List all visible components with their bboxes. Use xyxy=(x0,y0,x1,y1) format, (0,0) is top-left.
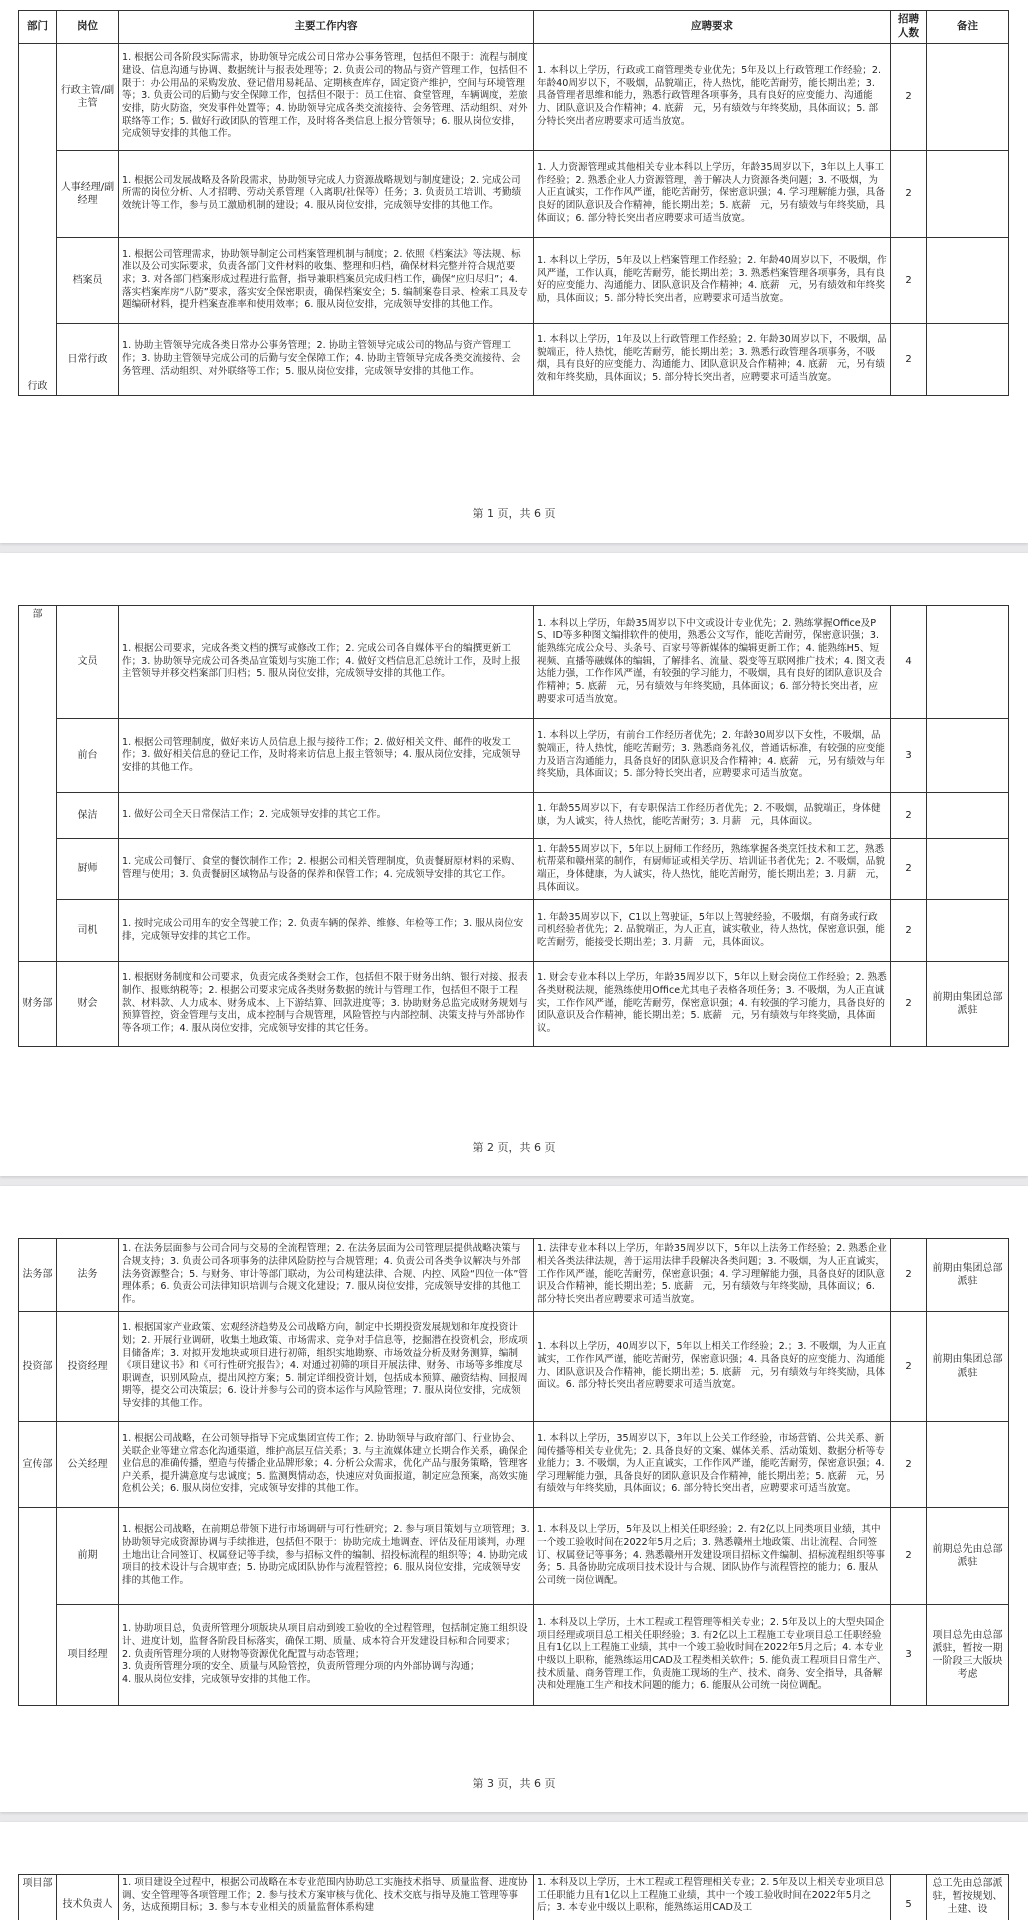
remark-cell xyxy=(927,719,1009,793)
count-cell: 2 xyxy=(891,962,927,1047)
position-cell: 投资经理 xyxy=(57,1312,119,1422)
dept-cell-admin xyxy=(19,43,57,395)
requirements-cell: 1. 法律专业本科以上学历，年龄35周岁以下，5年以上法务工作经验；2. 熟悉企业相关各类法律法规，善于运用法律手段解决各类问题；3. 不吸烟，为人正直诚实，工作作风严谨，能吃苦耐劳，保密意识强；4. 学习理解能力强，具备良好的团队意识及合作精神，能长期出差；5. 底薪 元，另有绩效与年终奖励，具体面议；6. 部分特长突出者应聘要求可适当放宽。 xyxy=(534,1239,891,1312)
content-cell: 1. 在法务层面参与公司合同与交易的全流程管理；2. 在法务层面为公司管理层提供战略决策与合规支持；3. 负责公司各项事务的法律风险防控与合规管理；4. 负责公司各类争议解决与外部法务资源整合；5. 与财务、审计等部门联动，为公司构建法律、合规、内控、风险“四位一体”管理体系；6. 负责公司法律知识培训与合规文化建设；7. 服从岗位安排，完成领导安排的其他工作。 xyxy=(119,1239,534,1312)
count-cell: 2 xyxy=(891,43,927,150)
requirements-cell: 1. 本科及以上学历，土木工程或工程管理相关专业；2. 5年及以上相关专业项目总工任职能力且有1亿以上工程施工业绩，其中一个竣工验收时间在2022年5月之后；3. 本专业中级以上职称，能熟练运用CAD及工 xyxy=(534,1875,891,1920)
remark-cell: 前期由集团总部派驻 xyxy=(927,962,1009,1047)
requirements-cell: 1. 本科及以上学历，5年及以上相关任职经验；2. 有2亿以上同类项目业绩，其中一个竣工验收时间在2022年5月之后；3. 熟悉赣州土地政策、出让流程、合同签订、权属登记等事务；4. 熟悉赣州开发建设项目招标文件编制、招标流程组织等事务；5. 具备协助完成项目技术设计与合规、团队协作与流程管控的能力；6. 服从公司统一岗位调配。 xyxy=(534,1508,891,1605)
remark-cell: 前期由集团总部派驻 xyxy=(927,1312,1009,1422)
requirements-cell: 1. 年龄55周岁以下，5年以上厨师工作经历，熟练掌握各类烹饪技术和工艺，熟悉杭帮菜和赣州菜的制作，有厨师证或相关学历、培训证书者优先；2. 不吸烟，品貌端正，身体健康，为人诚实，待人热忱，能吃苦耐劳，能长期出差；3. 月薪 元，具体面议。 xyxy=(534,839,891,900)
position-cell: 厨师 xyxy=(57,839,119,900)
remark-cell xyxy=(927,43,1009,150)
header-remark: 备注 xyxy=(927,11,1009,44)
requirements-cell: 1. 本科以上学历，行政或工商管理类专业优先；5年及以上行政管理工作经验；2. 年龄40周岁以下，不吸烟，品貌端正，待人热忱，能吃苦耐劳，能长期出差；3. 具备管理者思维和能力，熟悉行政管理各项事务，具有良好的应变能力、沟通能力、团队意识及合作精神；4. 底薪 元，另有绩效与年终奖励，具体面议；5. 部分特长突出者应聘要求可适当放宽。 xyxy=(534,43,891,150)
count-cell: 2 xyxy=(891,150,927,237)
table-row xyxy=(19,43,1009,150)
requirements-cell: 1. 年龄55周岁以下，有专职保洁工作经历者优先；2. 不吸烟，品貌端正，身体健康，为人诚实，待人热忱，能吃苦耐劳；3. 月薪 元，具体面议。 xyxy=(534,793,891,839)
dept-cell-legal: 法务部 xyxy=(19,1239,57,1312)
table-header-row xyxy=(19,11,1009,44)
count-cell: 2 xyxy=(891,237,927,323)
requirements-cell: 1. 本科以上学历，40周岁以下，5年以上相关工作经验；2.；3. 不吸烟，为人正直诚实，工作作风严谨，能吃苦耐劳，保密意识强；4. 具备良好的应变能力、沟通能力、团队意识及合作精神，能长期出差；5. 底薪 元，另有绩效与年终奖励，具体面议。6. 部分特长突出者应聘要求可适当放宽。 xyxy=(534,1312,891,1422)
table-row xyxy=(19,793,1009,839)
remark-cell: 项目总先由总部派驻，暂按一期一阶段三大版块考虑 xyxy=(927,1605,1009,1706)
recruitment-table-page-4 xyxy=(18,1874,1009,1920)
position-cell: 技术负责人 xyxy=(57,1875,119,1920)
position-cell: 人事经理/副经理 xyxy=(57,150,119,237)
remark-cell xyxy=(927,150,1009,237)
remark-cell xyxy=(927,900,1009,962)
requirements-cell: 1. 年龄35周岁以下，C1以上驾驶证，5年以上驾驶经验，不吸烟，有商务或行政司机经验者优先；2. 品貌端正，为人正直，诚实敬业，待人热忱，保密意识强，能吃苦耐劳，能接受长期出差；3. 月薪 元，具体面议。 xyxy=(534,900,891,962)
remark-cell xyxy=(927,1422,1009,1508)
page-2 xyxy=(0,553,1028,1176)
content-cell: 1. 做好公司全天日常保洁工作；2. 完成领导安排的其它工作。 xyxy=(119,793,534,839)
content-cell: 1. 根据公司要求，完成各类文档的撰写或修改工作；2. 完成公司各自媒体平台的编撰更新工作；3. 协助领导完成公司各类品宣策划与实施工作；4. 做好文档信息汇总统计工作，及时上报主管领导并移交档案部门归档；5. 服从岗位安排，完成领导安排的其他工作。 xyxy=(119,606,534,719)
table-row xyxy=(19,719,1009,793)
remark-cell xyxy=(927,237,1009,323)
count-cell: 2 xyxy=(891,1312,927,1422)
count-cell: 4 xyxy=(891,606,927,719)
content-cell: 1. 根据公司管理需求，协助领导制定公司档案管理机制与制度；2. 依照《档案法》等法规、标准以及公司实际要求，负责各部门文件材料的收集、整理和归档，确保材料完整并符合规范要求；3. 对各部门档案形成过程进行监督，指导兼职档案员完成归档工作，确保“应归尽归”；4. 落实档案库房“八防”要求，落实安全保密职责，确保档案安全；5. 编制案卷目录、检索工具及专题编研材料，提升档案查准率和使用效率；6. 服从岗位安排，完成领导安排的其他工作。 xyxy=(119,237,534,323)
recruitment-table-page-1 xyxy=(18,10,1009,396)
remark-cell: 前期总先由总部派驻 xyxy=(927,1508,1009,1605)
dept-label: 行政 xyxy=(27,380,48,392)
position-cell: 档案员 xyxy=(57,237,119,323)
remark-cell: 前期由集团总部派驻 xyxy=(927,1239,1009,1312)
content-cell: 1. 根据国家产业政策、宏观经济趋势及公司战略方向，制定中长期投资发展规划和年度投资计划；2. 开展行业调研，收集土地政策、市场需求、竞争对手信息等，挖掘潜在投资机会，形成项目储备库；3. 对拟开发地块或项目进行初筛，组织实地勘察、市场效益分析及财务测算，编制《项目建议书》和《可行性研究报告》；4. 对通过初筛的项目开展法律、财务、市场等多维度尽职调查，识别风险点，提出风控方案；5. 制定详细投资计划，包括成本预算、融资结构、回报周期等，提交公司决策层；6. 设计并参与公司的资本运作与风险管理；7. 服从岗位安排，完成领导安排的其他工作。 xyxy=(119,1312,534,1422)
dept-cell-investment: 投资部 xyxy=(19,1312,57,1422)
count-cell: 2 xyxy=(891,793,927,839)
content-cell: 1. 按时完成公司用车的安全驾驶工作；2. 负责车辆的保养、维修、年检等工作；3. 服从岗位安排，完成领导安排的其它工作。 xyxy=(119,900,534,962)
position-cell: 财会 xyxy=(57,962,119,1047)
content-cell: 1. 根据财务制度和公司要求，负责完成各类财会工作，包括但不限于财务出纳、银行对接、报表制作、报账纳税等；2. 根据公司要求完成各类财务数据的统计与管理工作，包括但不限于工程款、材料款、人力成本、财务成本、上下游结算、回款进度等；3. 协助财务总监完成财务规划与预算管控，资金管理与支出，成本控制与合规管理，风险管控与内部控制、决策支持与外部协作等各项工作；4. 服从岗位安排，完成领导安排的其它任务。 xyxy=(119,962,534,1047)
requirements-cell: 1. 本科以上学历，35周岁以下，3年以上公关工作经验，市场营销、公共关系、新闻传播等相关专业优先；2. 具备良好的文案、媒体关系、活动策划、数据分析等专业能力；3. 不吸烟，为人正直诚实，工作作风严谨，能吃苦耐劳，保密意识强；4. 学习理解能力强，具备良好的团队意识及合作精神，能长期出差；5. 底薪 元，另有绩效与年终奖励，具体面议；6. 部分特长突出者，应聘要求可适当放宽。 xyxy=(534,1422,891,1508)
page-4 xyxy=(0,1822,1028,1920)
page-3 xyxy=(0,1186,1028,1812)
count-cell: 2 xyxy=(891,1239,927,1312)
header-position: 岗位 xyxy=(57,11,119,44)
requirements-cell: 1. 人力资源管理或其他相关专业本科以上学历，年龄35周岁以下，3年以上人事工作经验；2. 熟悉企业人力资源管理，善于解决人力资源各类问题；3. 不吸烟，为人正直诚实，工作作风严谨，能吃苦耐劳，保密意识强；4. 学习理解能力强，具备良好的团队意识及合作精神，能长期出差；5. 底薪 元，另有绩效与年终奖励，具体面议；6. 部分特长突出者应聘要求可适当放宽。 xyxy=(534,150,891,237)
content-cell: 1. 根据公司发展战略及各阶段需求，协助领导完成人力资源战略规划与制度建设；2. 完成公司所需的岗位分析、人才招聘、劳动关系管理（入离职/社保等）任务；3. 负责员工培训、考勤绩效统计等工作，参与员工激励机制的建设；4. 服从岗位安排，完成领导安排的其他工作。 xyxy=(119,150,534,237)
recruitment-table-page-3 xyxy=(18,1238,1009,1706)
content-cell: 1. 根据公司各阶段实际需求，协助领导完成公司日常办公事务管理，包括但不限于：流程与制度建设、信息沟通与协调、数据统计与报表处理等；2. 负责公司的物品与资产管理工作，包括但不限于：办公用品的采购发放、登记借用易耗品、定期核查库存，固定资产维护，空间与环境管理等；3. 负责公司的后勤与安全保障工作，包括但不限于：员工住宿、食堂管理，车辆调度，差旅安排，防火防盗，突发事件处置等；4. 协助领导完成各类交流接待、会务管理、活动组织、对外联络等工作；5. 做好行政团队的管理工作，及时将各类信息上报分管领导；6. 服从岗位安排，完成领导安排的其他工作。 xyxy=(119,43,534,150)
requirements-cell: 1. 本科及以上学历，土木工程或工程管理等相关专业；2. 5年及以上的大型央国企项目经理或项目总工相关任职经验；3. 有2亿以上工程施工专业项目总工任职经验且有1亿以上工程施工业绩，其中一个竣工验收时间在2022年5月之后；4. 本专业中级以上职称，能熟练运用CAD及工程类相关软件；5. 能负责工程项目日常生产、技术质量、商务管理工作，负责施工现场的生产、技术、商务、安全指导，具备解决和处理施工生产和技术问题的能力；6. 能服从公司统一岗位调配。 xyxy=(534,1605,891,1706)
content-cell: 1. 根据公司战略，在前期总带领下进行市场调研与可行性研究；2. 参与项目策划与立项管理；3. 协助领导完成资源协调与手续推进，包括但不限于：协助完成土地调查、评估及征用谈判，办理土地出让合同签订、权属登记等手续，参与招标文件的编制、招投标流程的组织等；4. 协助完成项目的技术设计与合规审查；5. 协助完成团队协作与流程管控；6. 服从岗位安排，完成领导安排的其他工作。 xyxy=(119,1508,534,1605)
remark-cell xyxy=(927,606,1009,719)
content-cell: 1. 根据公司战略，在公司领导指导下完成集团宣传工作；2. 协助领导与政府部门、行业协会、关联企业等建立常态化沟通渠道，维护高层互信关系；3. 与主流媒体建立长期合作关系，确保企业信息的准确传播，塑造与传播企业品牌形象；4. 分析公众需求，优化产品与服务策略，管理客户关系，提升满意度与忠诚度；5. 监测舆情动态，快速应对负面报道，制定应急预案，高效实施危机公关；6. 服从岗位安排，完成领导安排的其他工作。 xyxy=(119,1422,534,1508)
position-cell: 文员 xyxy=(57,606,119,719)
content-cell: 1. 协助主管领导完成各类日常办公事务管理；2. 协助主管领导完成公司的物品与资产管理工作；3. 协助主管领导完成公司的后勤与安全保障工作；4. 协助主管领导完成各类交流接待、会务管理、活动组织、对外联络等工作；5. 服从岗位安排，完成领导安排的其他工作。 xyxy=(119,323,534,395)
requirements-cell: 1. 本科以上学历，有前台工作经历者优先；2. 年龄30周岁以下女性，不吸烟，品貌端正，待人热忱，能吃苦耐劳；3. 熟悉商务礼仪，普通话标准，有较强的应变能力及语言沟通能力，具备良好的团队意识及合作精神；4. 底薪 元，另有绩效与年终奖励，具体面议；5. 部分特长突出者，应聘要求可适当放宽。 xyxy=(534,719,891,793)
table-row xyxy=(19,1239,1009,1312)
header-dept: 部门 xyxy=(19,11,57,44)
remark-cell: 总工先由总部派驻，暂按规划、土建、设 xyxy=(927,1875,1009,1920)
header-requirements: 应聘要求 xyxy=(534,11,891,44)
table-row xyxy=(19,237,1009,323)
header-count: 招聘人数 xyxy=(891,11,927,44)
page-footer: 第 2 页，共 6 页 xyxy=(472,1141,556,1154)
position-cell: 前期 xyxy=(57,1508,119,1605)
dept-cell-admin-continued xyxy=(19,606,57,962)
requirements-cell: 1. 本科以上学历，1年及以上行政管理工作经验；2. 年龄30周岁以下，不吸烟，品貌端正，待人热忱，能吃苦耐劳，能长期出差；3. 熟悉行政管理各项事务，不吸烟，具有良好的应变能力、沟通能力、团队意识及合作精神；4. 底薪 元，另有绩效和年终奖励，具体面议；5. 部分特长突出者，应聘要求可适当放宽。 xyxy=(534,323,891,395)
requirements-cell: 1. 本科以上学历，年龄35周岁以下中文或设计专业优先；2. 熟练掌握Office及PS、ID等多种图文编排软件的使用，熟悉公文写作，能吃苦耐劳，保密意识强；3. 能熟练完成公众号、头条号、百家号等新媒体的编辑更新工作；4. 能熟练H5、短视频、直播等融媒体的编辑，了解排名、流量、裂变等互联网推广技术；4. 图文表达能力强，工作作风严谨，有较强的学习能力，不吸烟，具有良好的团队意识及合作精神；5. 底薪 元，另有绩效与年终奖励，具体面议；6. 部分特长突出者，应聘要求可适当放宽。 xyxy=(534,606,891,719)
table-row xyxy=(19,1422,1009,1508)
requirements-cell: 1. 财会专业本科以上学历，年龄35周岁以下，5年以上财会岗位工作经验；2. 熟悉各类财税法规，能熟练使用Office尤其电子表格各项任务；3. 不吸烟，为人正直诚实，工作作风严谨，能吃苦耐劳，保密意识强；4. 有较强的学习能力，具备良好的团队意识及合作精神，能长期出差；5. 底薪 元，另有绩效与年终奖励，具体面议。 xyxy=(534,962,891,1047)
count-cell: 5 xyxy=(891,1875,927,1920)
count-cell: 2 xyxy=(891,1422,927,1508)
dept-cell-project xyxy=(19,1508,57,1706)
remark-cell xyxy=(927,793,1009,839)
table-row xyxy=(19,1875,1009,1920)
table-row xyxy=(19,323,1009,395)
header-content: 主要工作内容 xyxy=(119,11,534,44)
position-cell: 法务 xyxy=(57,1239,119,1312)
requirements-cell: 1. 本科以上学历，5年及以上档案管理工作经验；2. 年龄40周岁以下，不吸烟，作风严谨，工作认真，能吃苦耐劳，能长期出差；3. 熟悉档案管理各项事务，具有良好的应变能力、沟通能力、团队意识及合作精神；4. 底薪 元，另有绩效和年终奖励，具体面议；5. 部分特长突出者，应聘要求可适当放宽。 xyxy=(534,237,891,323)
table-row xyxy=(19,962,1009,1047)
position-cell: 司机 xyxy=(57,900,119,962)
content-cell: 1. 完成公司餐厅、食堂的餐饮制作工作；2. 根据公司相关管理制度，负责餐厨原材料的采购、管理与使用；3. 负责餐厨区域物品与设备的保养和保管工作；4. 完成领导安排的其它工作。 xyxy=(119,839,534,900)
content-cell: 1. 协助项目总，负责所管理分项版块从项目启动到竣工验收的全过程管理，包括制定施工组织设计、进度计划，监督各阶段目标落实，确保工期、质量、成本符合开发建设目标和合同要求； 2. 负责所管理分项的人财物等资源优化配置与动态管理； 3. 负责所管理分项的安全、质量与风险管控，负责所管理分项的内外部协调与沟通； 4. 服从岗位安排，完成领导安排的其他工作。 xyxy=(119,1605,534,1706)
position-cell: 保洁 xyxy=(57,793,119,839)
count-cell: 2 xyxy=(891,1508,927,1605)
remark-cell xyxy=(927,323,1009,395)
position-cell: 公关经理 xyxy=(57,1422,119,1508)
recruitment-table-page-2 xyxy=(18,605,1009,1047)
table-row xyxy=(19,606,1009,719)
table-row xyxy=(19,1605,1009,1706)
remark-cell xyxy=(927,839,1009,900)
position-cell: 行政主管/副主管 xyxy=(57,43,119,150)
count-cell: 3 xyxy=(891,719,927,793)
page-footer: 第 3 页，共 6 页 xyxy=(472,1777,556,1790)
table-row xyxy=(19,900,1009,962)
count-cell: 2 xyxy=(891,900,927,962)
dept-cell-publicity: 宣传部 xyxy=(19,1422,57,1508)
dept-cell-project: 项目部 xyxy=(19,1875,57,1920)
table-row xyxy=(19,1312,1009,1422)
dept-cell-finance: 财务部 xyxy=(19,962,57,1047)
dept-label: 部 xyxy=(32,609,43,620)
content-cell: 1. 项目建设全过程中，根据公司战略在本专业范围内协助总工实施技术指导、质量监督、进度协调、安全管理等各项管理工作；2. 参与技术方案审核与优化、技术交底与指导及施工管理等事务，达成预期目标；3. 参与本专业相关的质量监督体系构建 xyxy=(119,1875,534,1920)
count-cell: 2 xyxy=(891,839,927,900)
position-cell: 日常行政 xyxy=(57,323,119,395)
position-cell: 前台 xyxy=(57,719,119,793)
position-cell: 项目经理 xyxy=(57,1605,119,1706)
content-cell: 1. 根据公司管理制度，做好来访人员信息上报与接待工作；2. 做好相关文件、邮件的收发工作；3. 做好相关信息的登记工作，及时将来访信息上报主管领导；4. 服从岗位安排，完成领导安排的其他工作。 xyxy=(119,719,534,793)
page-footer: 第 1 页，共 6 页 xyxy=(472,507,556,520)
table-row xyxy=(19,1508,1009,1605)
table-row xyxy=(19,839,1009,900)
count-cell: 3 xyxy=(891,1605,927,1706)
table-row xyxy=(19,150,1009,237)
count-cell: 2 xyxy=(891,323,927,395)
page-1 xyxy=(0,0,1028,543)
